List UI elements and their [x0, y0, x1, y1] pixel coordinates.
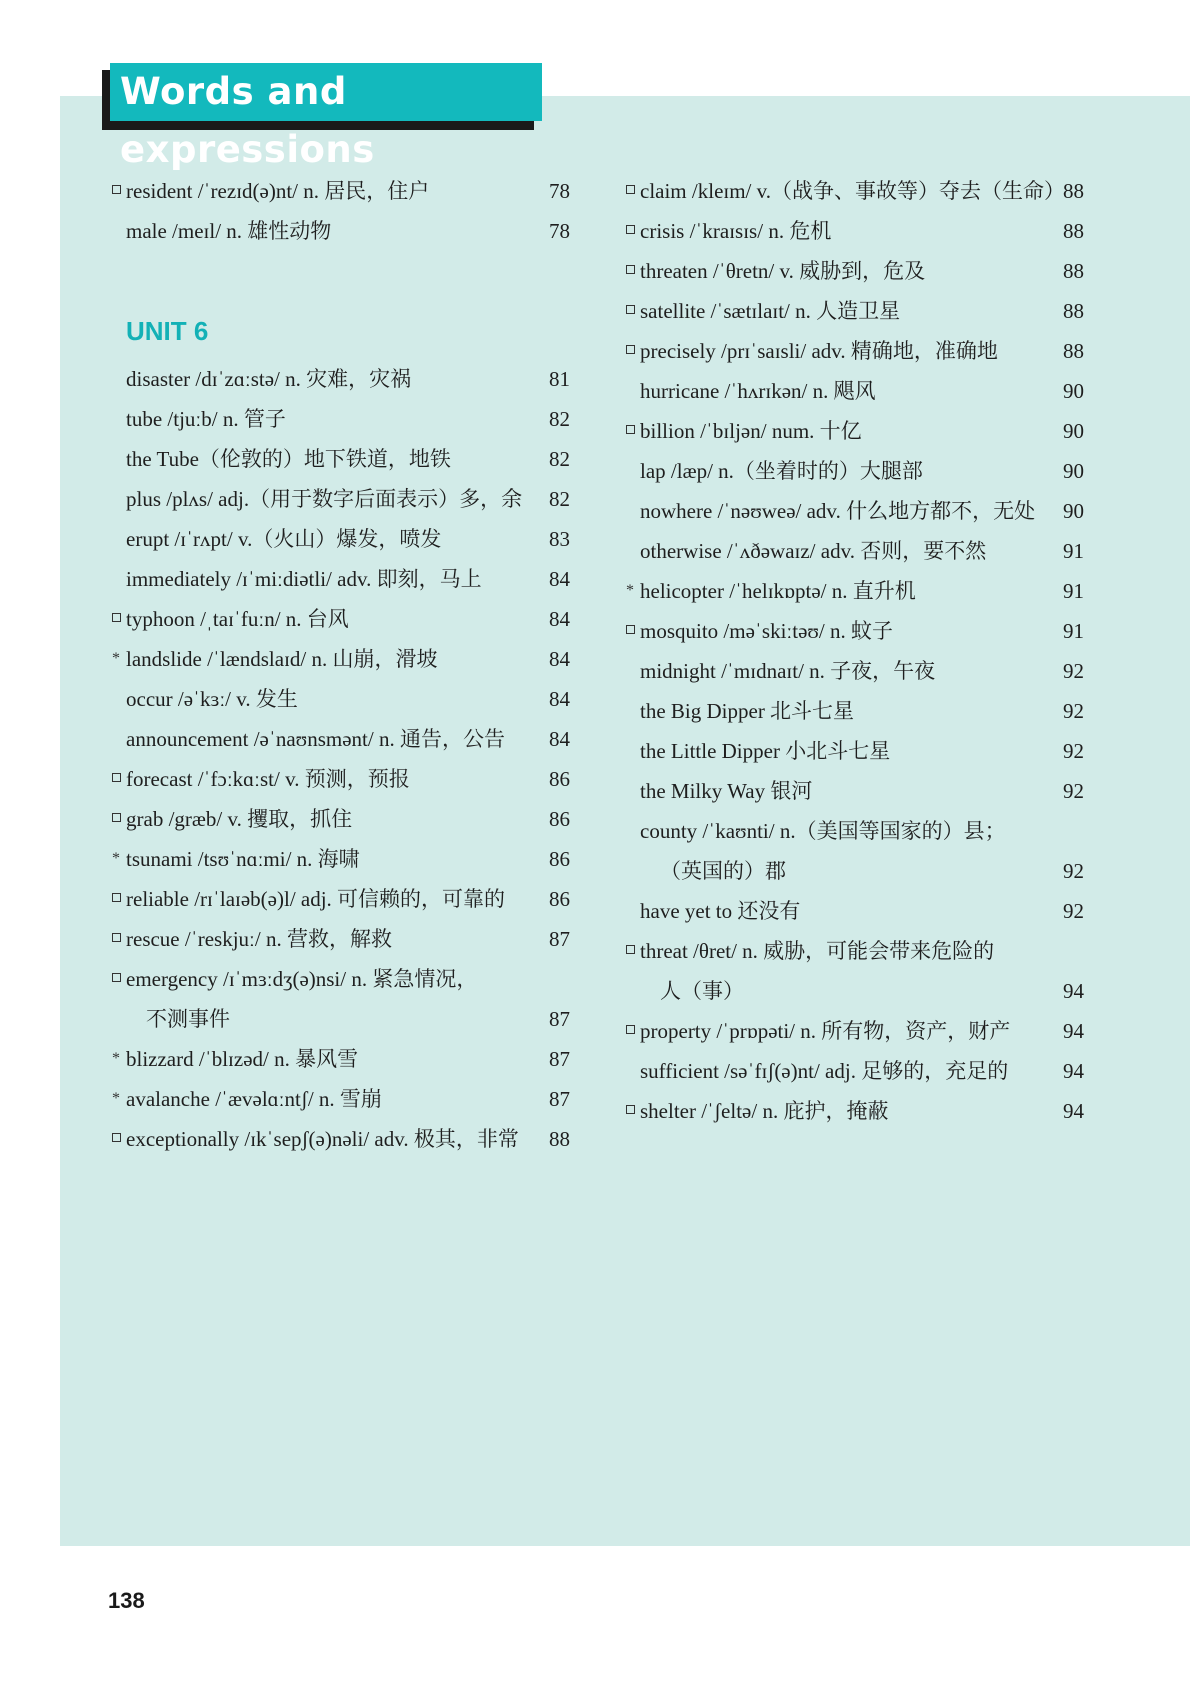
- page-ref: 84: [549, 607, 570, 631]
- page-number: 138: [108, 1588, 145, 1613]
- vocab-entry: [108, 211, 570, 251]
- vocab-entry: [108, 719, 570, 759]
- page-ref: 90: [1063, 419, 1084, 443]
- vocab-text: resident /ˈrezɪd(ə)nt/ n. 居民，住户: [126, 179, 430, 203]
- vocab-text: plus /plʌs/ adj.（用于数字后面表示）多，余: [126, 487, 523, 511]
- vocab-entry: [622, 931, 1084, 971]
- page-ref: 86: [549, 807, 570, 831]
- asterisk-icon: *: [112, 1090, 120, 1107]
- vocab-entry: [622, 651, 1084, 691]
- vocab-text: property /ˈprɒpəti/ n. 所有物，资产，财产: [640, 1019, 1011, 1043]
- page-ref: 91: [1063, 579, 1084, 603]
- page-ref: 92: [1063, 659, 1084, 683]
- vocab-text: erupt /ɪˈrʌpt/ v.（火山）爆发，喷发: [126, 527, 442, 551]
- square-bullet-icon: [108, 599, 124, 639]
- vocab-text: the Little Dipper 小北斗七星: [640, 739, 891, 763]
- vocab-entry: [108, 559, 570, 599]
- square-bullet-icon: [622, 251, 638, 291]
- page-ref: 87: [549, 1087, 570, 1111]
- square-bullet-icon: [108, 799, 124, 839]
- page-ref: 82: [549, 487, 570, 511]
- vocab-entry: [108, 919, 570, 959]
- page-ref: 90: [1063, 379, 1084, 403]
- vocab-text: otherwise /ˈʌðəwaɪz/ adv. 否则，要不然: [640, 539, 987, 563]
- square-bullet-icon: [108, 171, 124, 211]
- vocab-entry: [622, 411, 1084, 451]
- page-ref: 94: [1063, 1059, 1084, 1083]
- square-bullet-icon: [108, 1119, 124, 1159]
- page-ref: 94: [1063, 1019, 1084, 1043]
- vocab-entry: [108, 519, 570, 559]
- vocab-text: 不测事件: [146, 1007, 230, 1031]
- page-ref: 88: [1063, 179, 1084, 203]
- square-bullet-icon: [622, 411, 638, 451]
- page-ref: 78: [549, 179, 570, 203]
- vocab-text: 人（事）: [660, 979, 744, 1003]
- page-ref: 88: [1063, 259, 1084, 283]
- page-ref: 92: [1063, 699, 1084, 723]
- page-ref: 81: [549, 367, 570, 391]
- vocab-entry: [622, 851, 1084, 891]
- page-ref: 92: [1063, 739, 1084, 763]
- vocab-entry: [622, 371, 1084, 411]
- vocab-text: nowhere /ˈnəʊweə/ adv. 什么地方都不，无处: [640, 499, 1036, 523]
- vocab-entry: [108, 479, 570, 519]
- vocab-text: have yet to 还没有: [640, 899, 801, 923]
- vocab-entry: [108, 171, 570, 211]
- page-ref: 84: [549, 647, 570, 671]
- vocab-text: threat /θret/ n. 威胁，可能会带来危险的: [640, 939, 995, 963]
- vocab-entry: [108, 879, 570, 919]
- vocab-text: occur /əˈkɜː/ v. 发生: [126, 687, 298, 711]
- square-bullet-icon: [622, 1091, 638, 1131]
- page-ref: 84: [549, 687, 570, 711]
- page-ref: 84: [549, 567, 570, 591]
- vocab-entry: [622, 331, 1084, 371]
- page-ref: 83: [549, 527, 570, 551]
- page-ref: 90: [1063, 459, 1084, 483]
- page-ref: 91: [1063, 619, 1084, 643]
- vocab-text: mosquito /məˈskiːtəʊ/ n. 蚊子: [640, 619, 894, 643]
- asterisk-icon: *: [112, 650, 120, 667]
- vocab-entry: [108, 439, 570, 479]
- vocab-text: lap /læp/ n.（坐着时的）大腿部: [640, 459, 923, 483]
- vocab-text: crisis /ˈkraɪsɪs/ n. 危机: [640, 219, 832, 243]
- vocab-entry: [108, 839, 570, 879]
- vocab-text: disaster /dɪˈzɑːstə/ n. 灾难，灾祸: [126, 367, 412, 391]
- page-ref: 90: [1063, 499, 1084, 523]
- vocab-text: the Tube（伦敦的）地下铁道，地铁: [126, 447, 451, 471]
- vocab-text: shelter /ˈʃeltə/ n. 庇护，掩蔽: [640, 1099, 889, 1123]
- vocab-entry: [108, 399, 570, 439]
- vocab-entry: [622, 171, 1084, 211]
- square-bullet-icon: [622, 931, 638, 971]
- page-ref: 82: [549, 447, 570, 471]
- page-ref: 92: [1063, 779, 1084, 803]
- square-bullet-icon: [622, 331, 638, 371]
- vocab-text: threaten /ˈθretn/ v. 威胁到，危及: [640, 259, 926, 283]
- vocab-entry: [622, 891, 1084, 931]
- page-ref: 82: [549, 407, 570, 431]
- page-ref: 92: [1063, 859, 1084, 883]
- page-ref: 88: [1063, 299, 1084, 323]
- vocab-entry: [622, 211, 1084, 251]
- vocab-entry: [108, 1039, 570, 1079]
- vocab-entry: [108, 799, 570, 839]
- asterisk-icon: *: [112, 1050, 120, 1067]
- vocab-text: （英国的）郡: [660, 859, 786, 883]
- vocab-text: the Milky Way 银河: [640, 779, 813, 803]
- page-ref: 78: [549, 219, 570, 243]
- vocab-text: grab /græb/ v. 攫取，抓住: [126, 807, 353, 831]
- vocab-text: exceptionally /ɪkˈsepʃ(ə)nəli/ adv. 极其，非常: [126, 1127, 519, 1151]
- vocab-entry: [622, 571, 1084, 611]
- vocab-text: emergency /ɪˈmɜːdʒ(ə)nsi/ n. 紧急情况，: [126, 967, 478, 991]
- vocab-entry: [622, 1051, 1084, 1091]
- vocab-text: tsunami /tsʊˈnɑːmi/ n. 海啸: [126, 847, 360, 871]
- vocab-entry: [108, 1119, 570, 1159]
- page-ref: 94: [1063, 979, 1084, 1003]
- vocab-text: satellite /ˈsætɪlaɪt/ n. 人造卫星: [640, 299, 901, 323]
- square-bullet-icon: [108, 879, 124, 919]
- vocab-entry: [622, 611, 1084, 651]
- square-bullet-icon: [108, 759, 124, 799]
- vocab-text: reliable /rɪˈlaɪəb(ə)l/ adj. 可信赖的，可靠的: [126, 887, 506, 911]
- page-ref: 92: [1063, 899, 1084, 923]
- vocab-text: male /meɪl/ n. 雄性动物: [126, 219, 332, 243]
- square-bullet-icon: [108, 919, 124, 959]
- spacer: [108, 251, 570, 291]
- vocab-text: announcement /əˈnaʊnsmənt/ n. 通告，公告: [126, 727, 505, 751]
- word-list-right: [622, 171, 1084, 1131]
- asterisk-icon: *: [112, 850, 120, 867]
- page-ref: 91: [1063, 539, 1084, 563]
- page-ref: 87: [549, 1047, 570, 1071]
- vocab-text: typhoon /ˌtaɪˈfuːn/ n. 台风: [126, 607, 349, 631]
- unit-heading: UNIT 6: [126, 316, 209, 346]
- square-bullet-icon: [622, 291, 638, 331]
- vocab-entry: [108, 599, 570, 639]
- vocab-entry: [108, 359, 570, 399]
- page-ref: 86: [549, 767, 570, 791]
- vocab-text: rescue /ˈreskjuː/ n. 营救，解救: [126, 927, 392, 951]
- vocab-entry: [108, 759, 570, 799]
- vocab-entry: [622, 491, 1084, 531]
- vocab-text: landslide /ˈlændslaɪd/ n. 山崩，滑坡: [126, 647, 438, 671]
- vocab-entry: [108, 959, 570, 999]
- vocab-text: midnight /ˈmɪdnaɪt/ n. 子夜，午夜: [640, 659, 936, 683]
- vocab-entry: [108, 639, 570, 679]
- page-ref: 86: [549, 887, 570, 911]
- square-bullet-icon: [622, 211, 638, 251]
- page-ref: 84: [549, 727, 570, 751]
- vocab-entry: [622, 451, 1084, 491]
- vocab-text: precisely /prɪˈsaɪsli/ adv. 精确地，准确地: [640, 339, 998, 363]
- page-ref: 87: [549, 1007, 570, 1031]
- vocab-text: avalanche /ˈævəlɑːntʃ/ n. 雪崩: [126, 1087, 382, 1111]
- vocab-entry: [622, 691, 1084, 731]
- vocab-entry: [622, 771, 1084, 811]
- vocab-entry: [622, 251, 1084, 291]
- vocab-entry: [622, 1011, 1084, 1051]
- square-bullet-icon: [622, 171, 638, 211]
- vocab-text: helicopter /ˈhelɪkɒptə/ n. 直升机: [640, 579, 916, 603]
- word-list-left: [108, 171, 570, 1159]
- square-bullet-icon: [622, 1011, 638, 1051]
- vocab-text: county /ˈkaʊnti/ n.（美国等国家的）县；: [640, 819, 1006, 843]
- vocab-text: billion /ˈbɪljən/ num. 十亿: [640, 419, 862, 443]
- vocab-text: sufficient /səˈfɪʃ(ə)nt/ adj. 足够的，充足的: [640, 1059, 1009, 1083]
- page-ref: 88: [1063, 219, 1084, 243]
- page-ref: 88: [549, 1127, 570, 1151]
- vocab-entry: [622, 1091, 1084, 1131]
- square-bullet-icon: [108, 959, 124, 999]
- vocab-entry: [108, 999, 570, 1039]
- page-ref: 94: [1063, 1099, 1084, 1123]
- vocab-entry: [622, 531, 1084, 571]
- vocab-entry: [622, 811, 1084, 851]
- page-ref: 86: [549, 847, 570, 871]
- vocab-text: hurricane /ˈhʌrɪkən/ n. 飓风: [640, 379, 876, 403]
- vocab-text: tube /tjuːb/ n. 管子: [126, 407, 286, 431]
- vocab-text: immediately /ɪˈmiːdiətli/ adv. 即刻，马上: [126, 567, 482, 591]
- vocab-text: blizzard /ˈblɪzəd/ n. 暴风雪: [126, 1047, 359, 1071]
- vocab-text: the Big Dipper 北斗七星: [640, 699, 855, 723]
- vocab-entry: [108, 1079, 570, 1119]
- vocab-text: claim /kleɪm/ v.（战争、事故等）夺去（生命）: [640, 179, 1066, 203]
- vocab-entry: [108, 679, 570, 719]
- page-title: Words and expressions: [110, 63, 542, 121]
- page-ref: 87: [549, 927, 570, 951]
- asterisk-icon: *: [626, 582, 634, 599]
- vocab-text: forecast /ˈfɔːkɑːst/ v. 预测，预报: [126, 767, 410, 791]
- vocab-entry: [622, 971, 1084, 1011]
- vocab-entry: [622, 731, 1084, 771]
- vocab-entry: [622, 291, 1084, 331]
- page-ref: 88: [1063, 339, 1084, 363]
- square-bullet-icon: [622, 611, 638, 651]
